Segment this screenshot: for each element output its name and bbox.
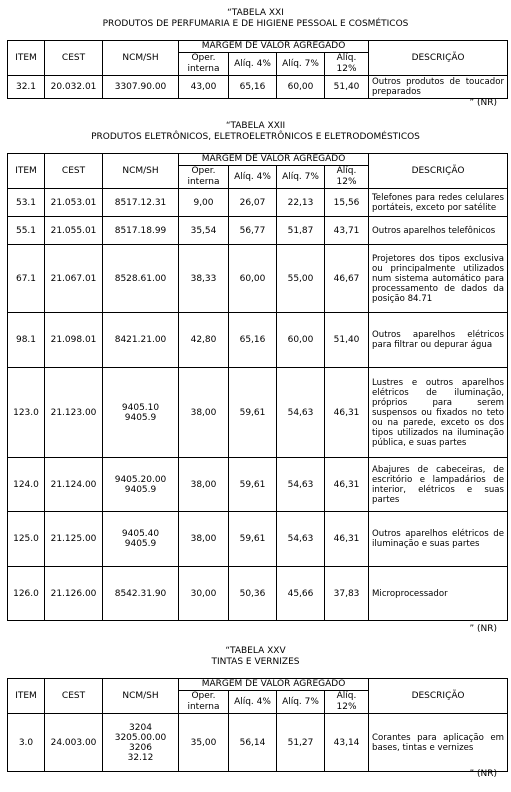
cell-descricao: Telefones para redes celulares portáteis, exceto por satélite <box>369 189 508 217</box>
header-descricao: DESCRIÇÃO <box>369 679 508 714</box>
table-xxv <box>7 678 508 772</box>
cell-ncm <box>103 567 179 621</box>
cell-aliq7: 55,00 <box>277 245 325 313</box>
cell-aliq12: 46,31 <box>325 512 369 567</box>
cell-aliq7: 54,63 <box>277 512 325 567</box>
header-item: ITEM <box>8 679 45 714</box>
cell-descricao: Corantes para aplicação em bases, tintas e vernizes <box>369 714 508 772</box>
ncm-code: 3204 <box>129 722 152 733</box>
cell-oper: 38,00 <box>179 512 229 567</box>
table-row <box>8 313 508 368</box>
cell-oper: 42,80 <box>179 313 229 368</box>
nr-note: ” (NR) <box>469 769 497 779</box>
cell-aliq7: 51,87 <box>277 217 325 245</box>
cell-descricao: Outros aparelhos elétricos para filtrar ou depurar água <box>369 313 508 368</box>
cell-descricao: Outros aparelhos elétricos de iluminação e suas partes <box>369 512 508 567</box>
cell-aliq4: 65,16 <box>229 313 277 368</box>
cell-aliq12: 51,40 <box>325 313 369 368</box>
header-aliq7: Alíq. 7% <box>277 53 325 76</box>
cell-cest: 21.055.01 <box>45 217 103 245</box>
cell-ncm <box>103 76 179 99</box>
cell-ncm <box>103 217 179 245</box>
ncm-code: 8421.21.00 <box>114 335 167 345</box>
cell-ncm <box>103 714 179 772</box>
cell-item: 124.0 <box>8 458 45 512</box>
cell-aliq7: 51,27 <box>277 714 325 772</box>
table-heading: “TABELA XXI <box>227 8 284 18</box>
nr-note: ” (NR) <box>469 624 497 634</box>
cell-item: 53.1 <box>8 189 45 217</box>
header-item: ITEM <box>8 154 45 189</box>
table-heading: “TABELA XXV <box>225 646 286 656</box>
cell-aliq4: 60,00 <box>229 245 277 313</box>
header-aliq7: Alíq. 7% <box>277 166 325 189</box>
cell-item: 123.0 <box>8 368 45 458</box>
table-row <box>8 189 508 217</box>
header-aliq4: Alíq. 4% <box>229 53 277 76</box>
cell-oper: 38,33 <box>179 245 229 313</box>
header-aliq7: Alíq. 7% <box>277 691 325 714</box>
cell-aliq4: 65,16 <box>229 76 277 99</box>
table-row <box>8 368 508 458</box>
cell-cest: 21.067.01 <box>45 245 103 313</box>
table-row <box>8 512 508 567</box>
ncm-code: 3206 <box>129 742 152 753</box>
header-oper: Oper. interna <box>179 691 229 714</box>
cell-cest: 20.032.01 <box>45 76 103 99</box>
cell-oper: 43,00 <box>179 76 229 99</box>
header-item: ITEM <box>8 41 45 76</box>
table-row <box>8 714 508 772</box>
table-xxi <box>7 40 508 99</box>
header-aliq12: Alíq. 12% <box>325 166 369 189</box>
cell-descricao: Projetores dos tipos exclusiva ou principalmente utilizados num sistema automático para processamento de dados da posição 84.71 <box>369 245 508 313</box>
cell-descricao: Outros produtos de toucador preparados <box>369 76 508 99</box>
cell-oper: 35,00 <box>179 714 229 772</box>
cell-aliq4: 59,61 <box>229 368 277 458</box>
table-subheading: TINTAS E VERNIZES <box>211 657 300 667</box>
header-descricao: DESCRIÇÃO <box>369 154 508 189</box>
nr-note: ” (NR) <box>469 98 497 108</box>
header-ncm: NCM/SH <box>103 154 179 189</box>
header-descricao: DESCRIÇÃO <box>369 41 508 76</box>
cell-aliq4: 59,61 <box>229 512 277 567</box>
ncm-code: 8528.61.00 <box>114 273 167 284</box>
table-heading: “TABELA XXII <box>225 121 286 131</box>
header-cest: CEST <box>45 154 103 189</box>
ncm-code: 9405.40 <box>121 529 160 539</box>
ncm-code: 9405.9 <box>124 484 157 495</box>
cell-item: 125.0 <box>8 512 45 567</box>
ncm-code: 32.12 <box>127 752 154 763</box>
header-aliq12: Alíq. 12% <box>325 691 369 714</box>
cell-descricao: Outros aparelhos telefônicos <box>369 217 508 245</box>
cell-cest: 21.126.00 <box>45 567 103 621</box>
cell-item: 126.0 <box>8 567 45 621</box>
cell-aliq12: 43,71 <box>325 217 369 245</box>
table-subheading: PRODUTOS DE PERFUMARIA E DE HIGIENE PESSOAL E COSMÉTICOS <box>102 19 409 29</box>
cell-aliq4: 50,36 <box>229 567 277 621</box>
table-row <box>8 217 508 245</box>
cell-ncm <box>103 313 179 368</box>
header-margem: MARGEM DE VALOR AGREGADO <box>179 41 369 53</box>
cell-cest: 21.098.01 <box>45 313 103 368</box>
table-subheading: PRODUTOS ELETRÔNICOS, ELETROELETRÔNICOS E ELETRODOMÉSTICOS <box>91 132 420 142</box>
cell-item: 67.1 <box>8 245 45 313</box>
cell-oper: 9,00 <box>179 189 229 217</box>
table-xxii <box>7 153 508 621</box>
cell-aliq12: 51,40 <box>325 76 369 99</box>
cell-ncm <box>103 368 179 458</box>
cell-descricao: Abajures de cabeceiras, de escritório e lampadários de interior, elétricos e suas partes <box>369 458 508 512</box>
cell-item: 32.1 <box>8 76 45 99</box>
cell-cest: 21.124.00 <box>45 458 103 512</box>
cell-oper: 35,54 <box>179 217 229 245</box>
header-aliq4: Alíq. 4% <box>229 166 277 189</box>
table-row <box>8 76 508 99</box>
header-aliq12: Alíq. 12% <box>325 53 369 76</box>
cell-oper: 38,00 <box>179 458 229 512</box>
cell-aliq7: 45,66 <box>277 567 325 621</box>
cell-aliq4: 26,07 <box>229 189 277 217</box>
cell-aliq4: 59,61 <box>229 458 277 512</box>
header-ncm: NCM/SH <box>103 679 179 714</box>
cell-oper: 38,00 <box>179 368 229 458</box>
cell-item: 98.1 <box>8 313 45 368</box>
cell-aliq12: 43,14 <box>325 714 369 772</box>
cell-aliq12: 46,67 <box>325 245 369 313</box>
cell-cest: 21.125.00 <box>45 512 103 567</box>
cell-aliq4: 56,14 <box>229 714 277 772</box>
cell-cest: 21.123.00 <box>45 368 103 458</box>
cell-ncm <box>103 512 179 567</box>
ncm-code: 3307.90.00 <box>114 82 167 92</box>
cell-descricao: Microprocessador <box>369 567 508 621</box>
header-oper: Oper. interna <box>179 53 229 76</box>
header-margem: MARGEM DE VALOR AGREGADO <box>179 679 369 691</box>
cell-aliq12: 37,83 <box>325 567 369 621</box>
header-ncm: NCM/SH <box>103 41 179 76</box>
cell-aliq7: 54,63 <box>277 368 325 458</box>
table-row <box>8 567 508 621</box>
cell-aliq7: 22,13 <box>277 189 325 217</box>
header-cest: CEST <box>45 41 103 76</box>
cell-aliq4: 56,77 <box>229 217 277 245</box>
header-oper: Oper. interna <box>179 166 229 189</box>
ncm-code: 8542.31.90 <box>114 588 167 599</box>
cell-descricao: Lustres e outros aparelhos elétricos de iluminação, próprios para serem suspensos ou fixados no teto ou na parede, exceto os dos tipos utilizados na iluminação pública, e suas partes <box>369 368 508 458</box>
ncm-code: 9405.9 <box>124 539 157 549</box>
ncm-code: 8517.12.31 <box>114 197 167 208</box>
cell-aliq7: 60,00 <box>277 76 325 99</box>
cell-aliq12: 15,56 <box>325 189 369 217</box>
cell-aliq7: 60,00 <box>277 313 325 368</box>
ncm-code: 9405.10 <box>121 402 160 413</box>
table-row <box>8 458 508 512</box>
cell-ncm <box>103 458 179 512</box>
cell-item: 3.0 <box>8 714 45 772</box>
cell-oper: 30,00 <box>179 567 229 621</box>
header-cest: CEST <box>45 679 103 714</box>
cell-aliq12: 46,31 <box>325 458 369 512</box>
cell-cest: 21.053.01 <box>45 189 103 217</box>
ncm-code: 9405.20.00 <box>114 474 167 485</box>
ncm-code: 9405.9 <box>124 412 157 423</box>
header-margem: MARGEM DE VALOR AGREGADO <box>179 154 369 166</box>
cell-ncm <box>103 245 179 313</box>
cell-cest: 24.003.00 <box>45 714 103 772</box>
cell-item: 55.1 <box>8 217 45 245</box>
ncm-code: 3205.00.00 <box>114 732 167 743</box>
table-row <box>8 245 508 313</box>
ncm-code: 8517.18.99 <box>114 225 167 236</box>
cell-aliq12: 46,31 <box>325 368 369 458</box>
cell-aliq7: 54,63 <box>277 458 325 512</box>
header-aliq4: Alíq. 4% <box>229 691 277 714</box>
cell-ncm <box>103 189 179 217</box>
